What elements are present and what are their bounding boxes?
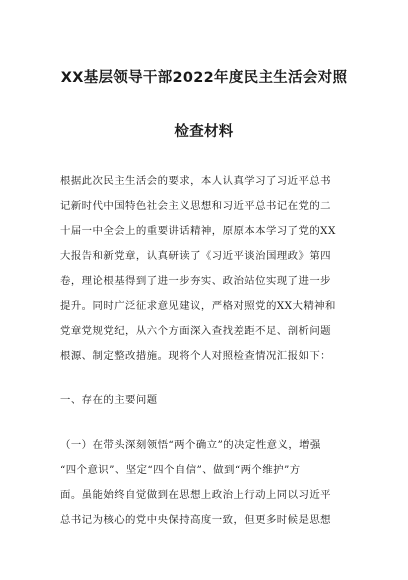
- intro-line: 根据此次民主生活会的要求，本人认真学习了习近平总书: [60, 175, 332, 187]
- subsection-line: “四个意识”、坚定“四个自信”、做到“两个维护”方: [60, 464, 301, 476]
- intro-line: 提升。同时广泛征求意见建议，严格对照党的XX大精神和: [60, 300, 336, 312]
- intro-line: 卷，理论根基得到了进一步夯实、政治站位实现了进一步: [60, 275, 332, 287]
- section-heading: 一、存在的主要问题: [60, 394, 158, 406]
- subsection-line: 总书记为核心的党中央保持高度一致，但更多时候是思想: [60, 514, 332, 526]
- intro-line: 根源、制定整改措施。现将个人对照检查情况汇报如下：: [60, 350, 332, 362]
- intro-line: 十届一中全会上的重要讲话精神，原原本本学习了党的XX: [60, 225, 336, 237]
- document-title-line-2: 检查材料: [174, 124, 234, 140]
- subsection-line: 面。虽能始终自觉做到在思想上政治上行动上同以习近平: [60, 489, 332, 501]
- document-title-line-1: XX基层领导干部2022年度民主生活会对照: [60, 70, 348, 86]
- intro-line: 党章党规党纪，从六个方面深入查找差距不足、剖析问题: [60, 325, 332, 337]
- intro-line: 记新时代中国特色社会主义思想和习近平总书记在党的二: [60, 200, 332, 212]
- subsection-line: （一）在带头深刻领悟“两个确立”的决定性意义，增强: [60, 439, 321, 451]
- intro-line: 大报告和新党章，认真研读了《习近平谈治国理政》第四: [60, 250, 332, 262]
